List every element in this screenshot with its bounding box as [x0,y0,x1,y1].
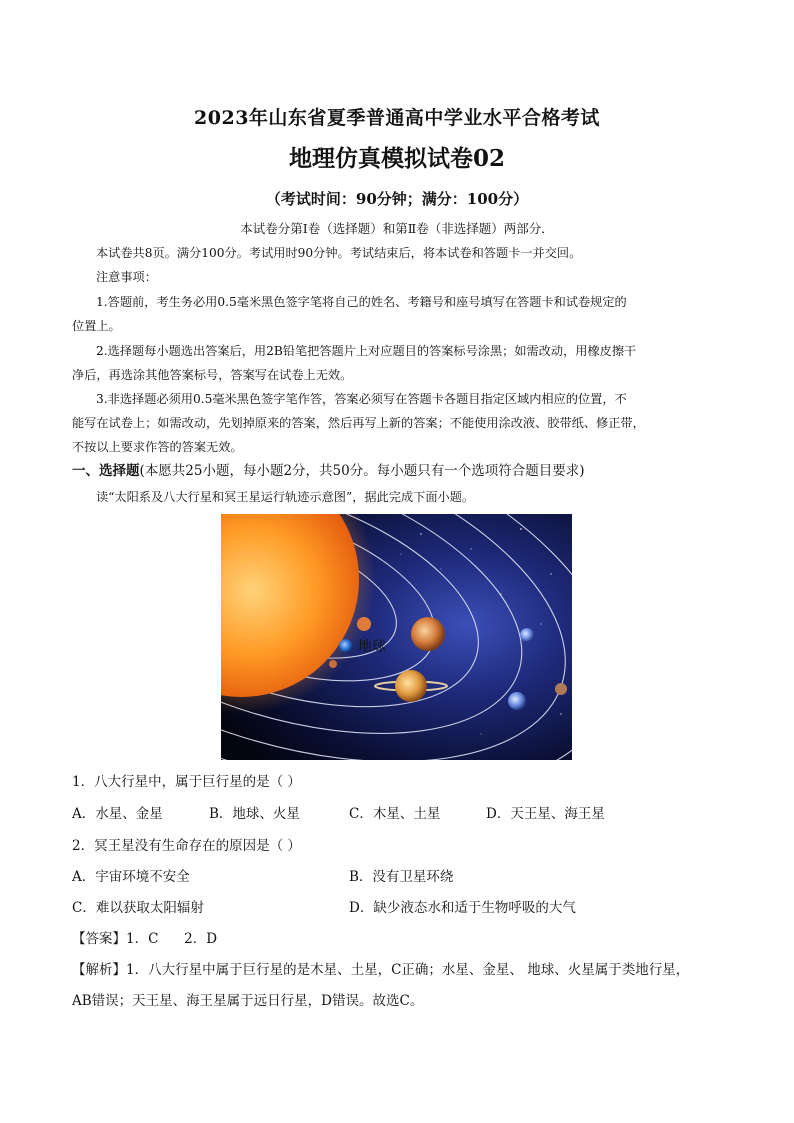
section-1-prompt: 读“太阳系及八大行星和冥王星运行轨迹示意图”，据此完成下面小题。 [96,490,475,504]
question-2-option-d: D．缺少液态水和适于生物呼吸的大气 [349,900,576,916]
question-2-option-c: C．难以获取太阳辐射 [72,900,204,916]
question-1-option-a: A．水星、金星 [72,806,163,822]
answer-label: 【答案】 [72,931,126,947]
analysis-line-2: AB错误；天王星、海王星属于远日行星，D错误。故选C。 [72,993,424,1009]
analysis-line-1 [72,958,689,978]
exam-title: 2023年山东省夏季普通高中学业水平合格考试 [194,107,600,129]
note-3-line-3: 不按以上要求作答的答案无效。 [72,440,243,454]
question-2-stem: 2．冥王星没有生命存在的原因是（ ） [72,838,301,854]
section-1-heading [72,462,732,480]
question-2-option-b: B．没有卫星环绕 [349,869,454,885]
answer-text: 1．C 2．D [126,931,218,947]
note-3-line-2: 能写在试卷上；如需改动，先划掉原来的答案，然后再写上新的答案；不能使用涂改液、胶带纸、修正带， [72,416,645,430]
intro-pages: 本试卷共8页。满分100分。考试用时90分钟。考试结束后，将本试卷和答题卡一并交回。 [96,246,582,260]
note-3-line-1: 3.非选择题必须用0.5毫米黑色签字笔作答，答案必须写在答题卡各题目指定区域内相应的位置，不 [96,392,627,406]
question-1-option-b: B．地球、火星 [209,806,300,822]
question-2-option-a: A．宇宙环境不安全 [72,869,190,885]
section-1-description: (本愿共25小题，每小题2分，共50分。每小题只有一个选项符合题目要求) [139,463,585,479]
notice-heading: 注意事项： [96,270,157,284]
answer-line [72,927,217,947]
analysis-text-1: 1．八大行星中属于巨行星的是木星、土星，C正确；水星、金星、 地球、火星属于类地行星， [126,962,690,978]
solar-system-illustration [221,514,572,760]
note-2-line-1: 2.选择题每小题选出答案后，用2B铅笔把答题片上对应题目的答案标号涂黑；如需改动，用橡皮擦干 [96,344,637,358]
earth-label: 地球 [358,639,386,655]
exam-time-score: （考试时间：90分钟；满分：100分） [265,190,529,208]
note-2-line-2: 净后，再选涂其他答案标号，答案写在试卷上无效。 [72,368,353,382]
solar-system-figure [221,514,572,760]
question-1-stem: 1．八大行星中，属于巨行星的是（ ） [72,774,301,790]
intro-parts: 本试卷分第Ⅰ卷（选择题）和第Ⅱ卷（非选择题）两部分． [240,221,554,236]
section-1-title: 一、选择题 [72,463,140,479]
analysis-label: 【解析】 [72,962,126,978]
note-1-line-1: 1.答题前，考生务必用0.5毫米黑色签字笔将自己的姓名、考籍号和座号填写在答题卡和试卷规定的 [96,295,627,309]
note-1-line-2: 位置上。 [72,319,121,333]
exam-subtitle: 地理仿真模拟试卷02 [288,145,505,172]
question-1-option-c: C．木星、土星 [349,806,441,822]
question-1-option-d: D．天王星、海王星 [486,806,605,822]
